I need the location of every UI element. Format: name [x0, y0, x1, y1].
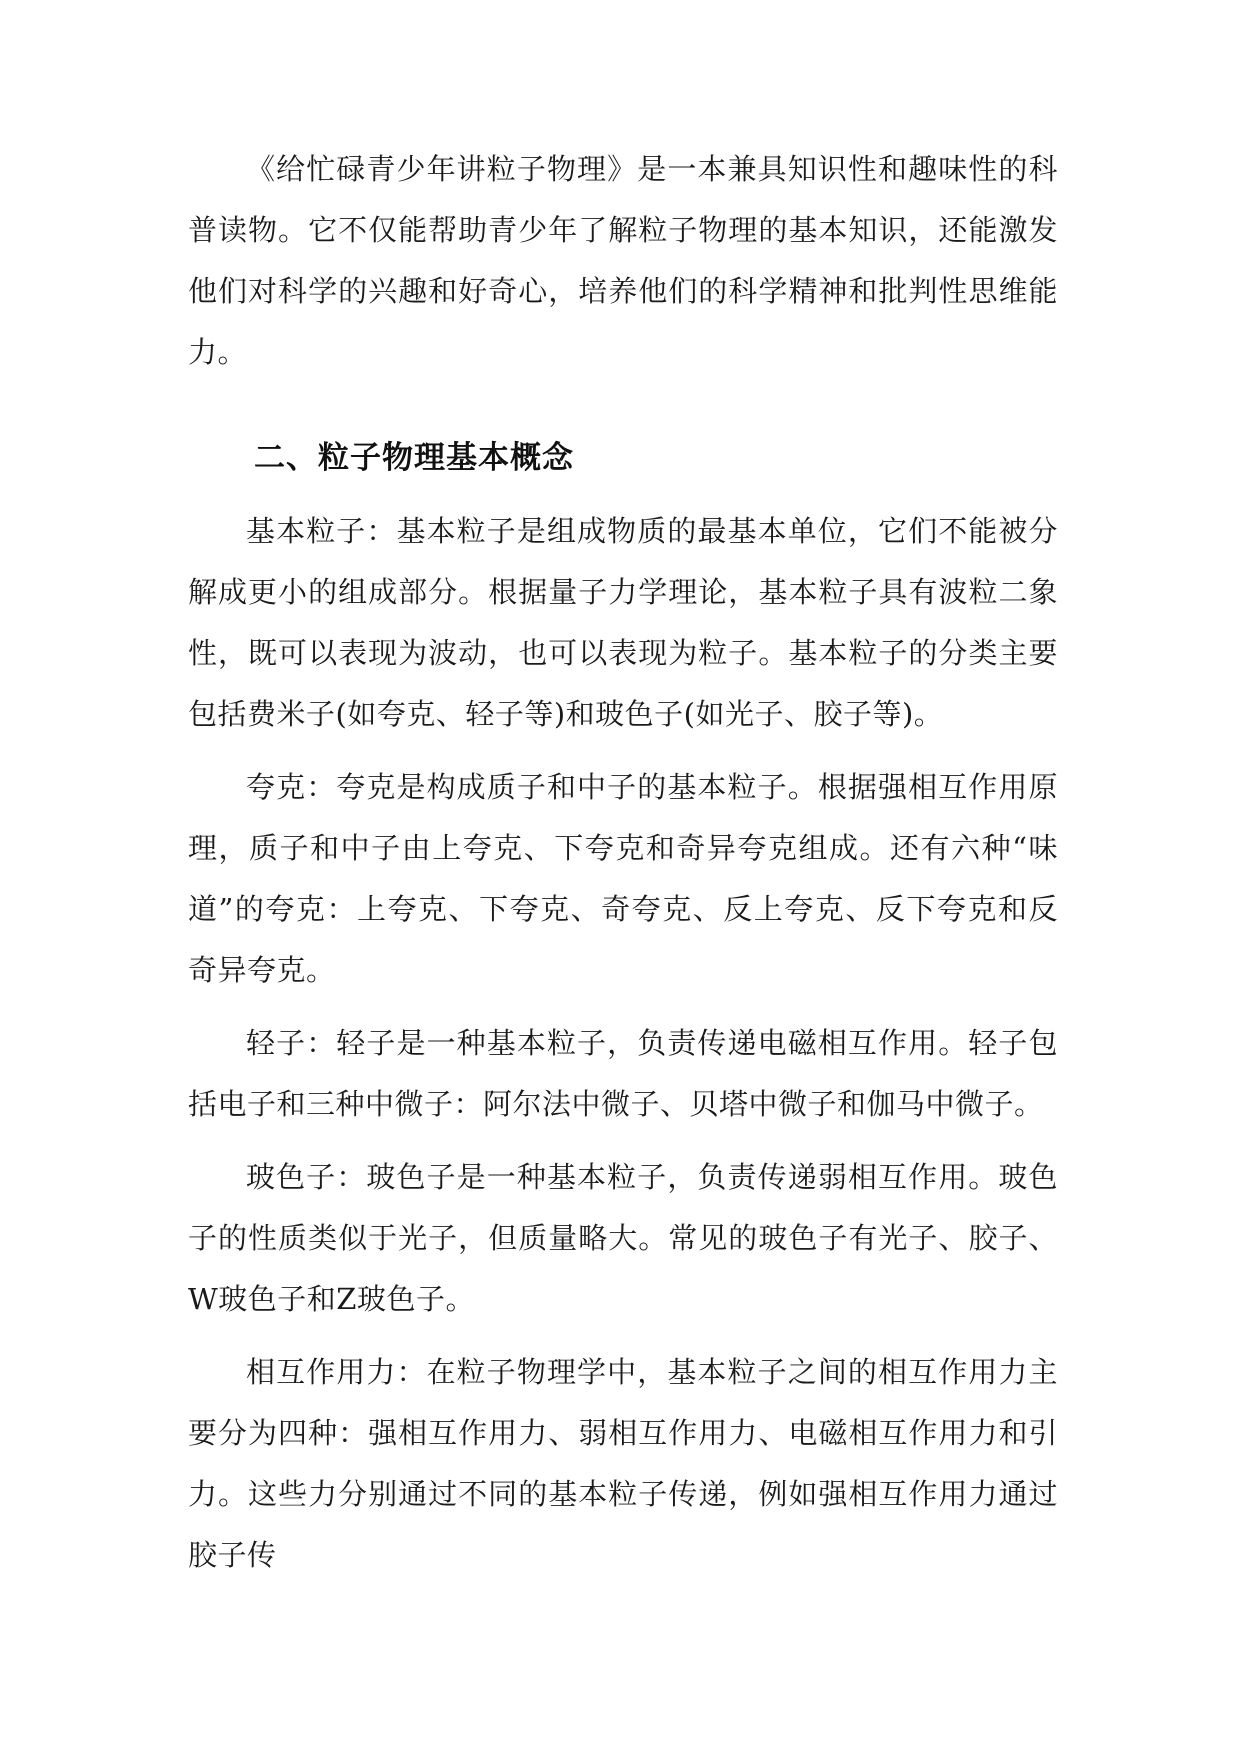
concept-paragraph-bosons: 玻色子：玻色子是一种基本粒子，负责传递弱相互作用。玻色子的性质类似于光子，但质量略大。常见的玻色子有光子、胶子、W玻色子和Z玻色子。	[188, 1160, 1058, 1316]
concept-paragraph-elementary-particles: 基本粒子：基本粒子是组成物质的最基本单位，它们不能被分解成更小的组成部分。根据量子力学理论，基本粒子具有波粒二象性，既可以表现为波动，也可以表现为粒子。基本粒子的分类主要包括费米子(如夸克、轻子等)和玻色子(如光子、胶子等)。	[188, 514, 1058, 731]
section-heading: 二、粒子物理基本概念	[254, 440, 574, 476]
intro-paragraph: 《给忙碌青少年讲粒子物理》是一本兼具知识性和趣味性的科普读物。它不仅能帮助青少年了解粒子物理的基本知识，还能激发他们对科学的兴趣和好奇心，培养他们的科学精神和批判性思维能力。	[188, 152, 1058, 369]
concept-paragraph-interactions: 相互作用力：在粒子物理学中，基本粒子之间的相互作用力主要分为四种：强相互作用力、弱相互作用力、电磁相互作用力和引力。这些力分别通过不同的基本粒子传递，例如强相互作用力通过胶子传	[188, 1355, 1058, 1572]
concept-paragraph-leptons: 轻子：轻子是一种基本粒子，负责传递电磁相互作用。轻子包括电子和三种中微子：阿尔法中微子、贝塔中微子和伽马中微子。	[188, 1026, 1058, 1121]
section-spacer	[188, 383, 1058, 428]
document-body	[188, 139, 1058, 1598]
concept-paragraph-quarks: 夸克：夸克是构成质子和中子的基本粒子。根据强相互作用原理，质子和中子由上夸克、下夸克和奇异夸克组成。还有六种“味道”的夸克：上夸克、下夸克、奇夸克、反上夸克、反下夸克和反奇异夸克。	[188, 770, 1058, 987]
